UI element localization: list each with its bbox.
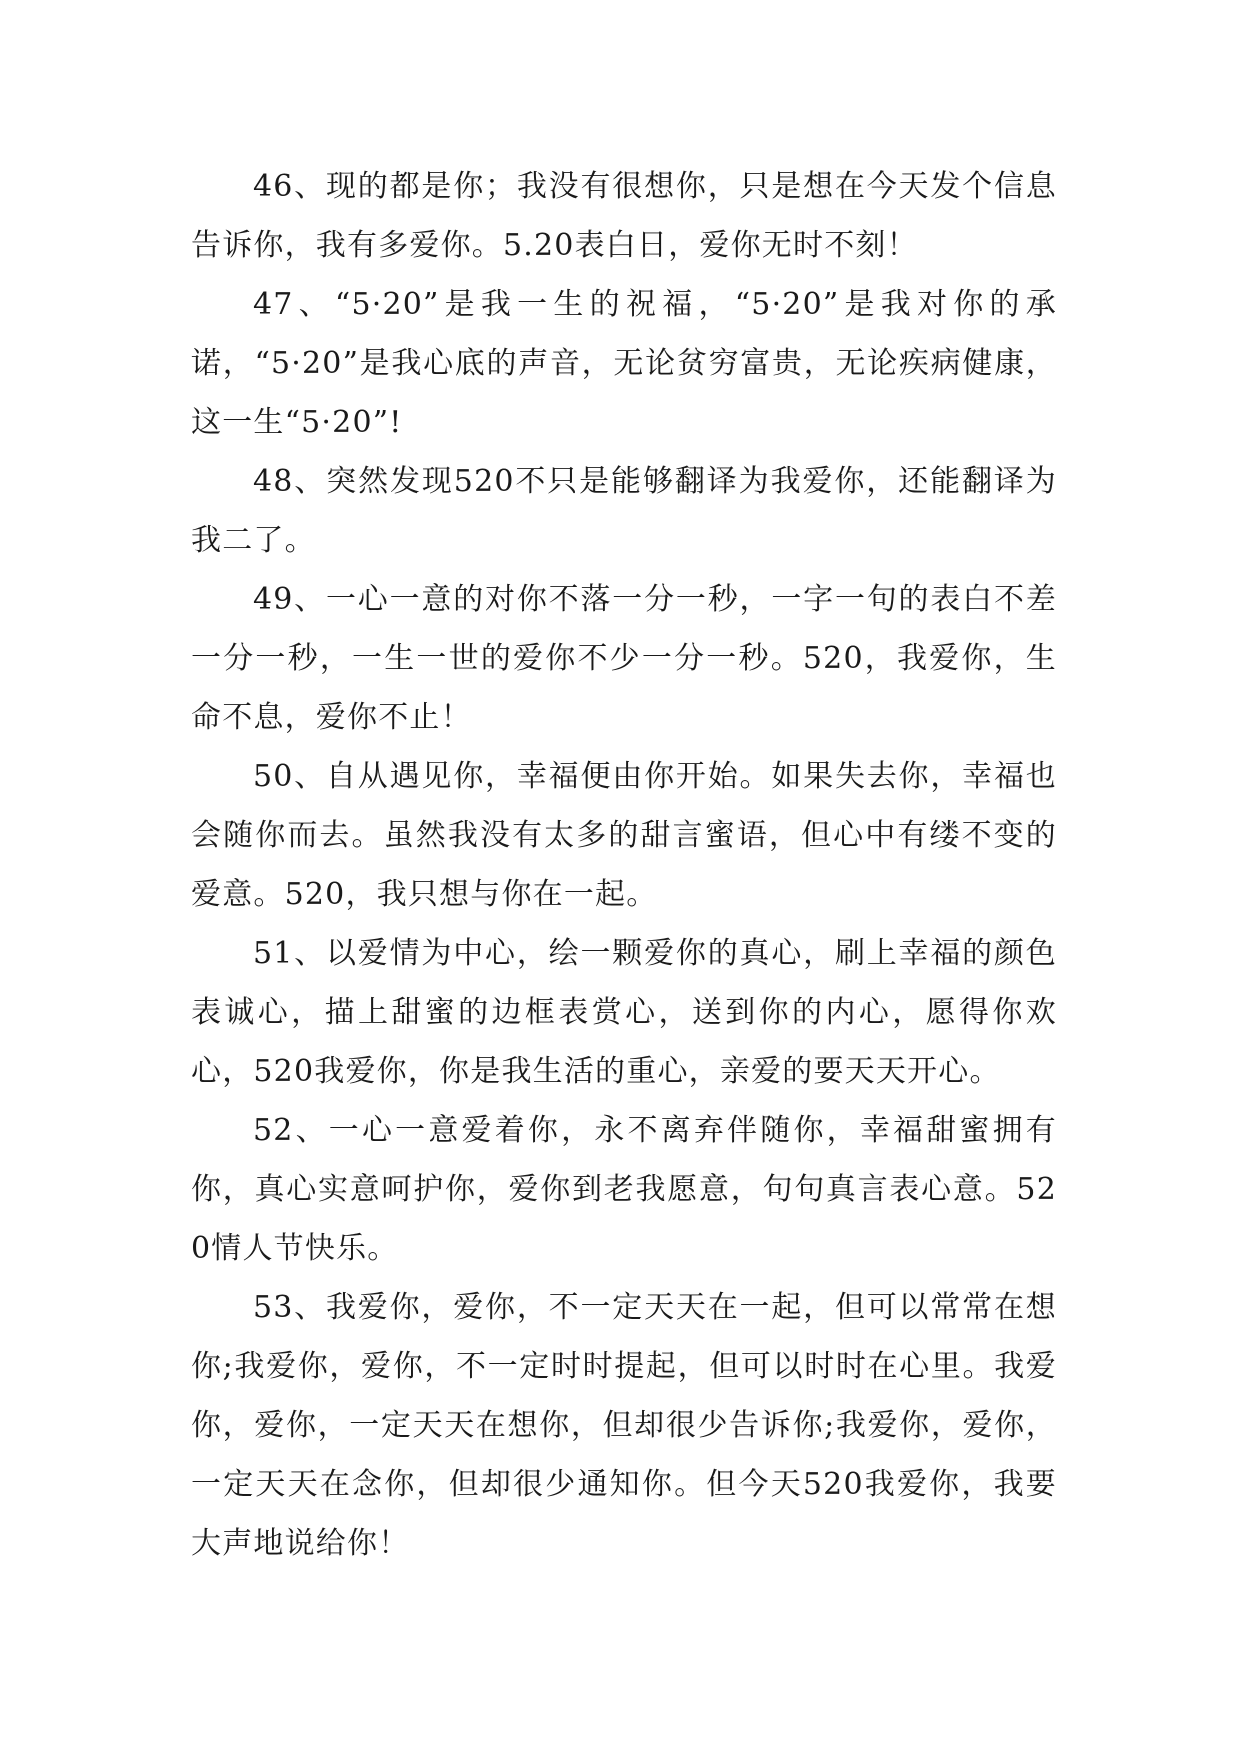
paragraph-46: 46、现的都是你；我没有很想你，只是想在今天发个信息告诉你，我有多爱你。5.20表白日，爱你无时不刻！ [191, 169, 1057, 263]
paragraph-53: 53、我爱你，爱你，不一定天天在一起，但可以常常在想你;我爱你，爱你，不一定时时提起，但可以时时在心里。我爱你，爱你，一定天天在想你，但却很少告诉你;我爱你，爱你，一定天天在念你，但却很少通知你。但今天520我爱你，我要大声地说给你！ [191, 1290, 1057, 1561]
paragraph-48: 48、突然发现520不只是能够翻译为我爱你，还能翻译为我二了。 [191, 464, 1057, 558]
paragraph-51: 51、以爱情为中心，绘一颗爱你的真心，刷上幸福的颜色表诚心，描上甜蜜的边框表赏心，送到你的内心，愿得你欢心，520我爱你，你是我生活的重心，亲爱的要天天开心。 [191, 936, 1057, 1089]
paragraph-49: 49、一心一意的对你不落一分一秒，一字一句的表白不差一分一秒，一生一世的爱你不少一分一秒。520，我爱你，生命不息，爱你不止！ [191, 582, 1057, 735]
paragraph-50: 50、自从遇见你，幸福便由你开始。如果失去你，幸福也会随你而去。虽然我没有太多的甜言蜜语，但心中有缕不变的爱意。520，我只想与你在一起。 [191, 759, 1057, 912]
paragraph-47: 47、“5·20”是我一生的祝福，“5·20”是我对你的承诺，“5·20”是我心底的声音，无论贫穷富贵，无论疾病健康，这一生“5·20”! [191, 287, 1057, 440]
paragraph-52: 52、一心一意爱着你，永不离弃伴随你，幸福甜蜜拥有你，真心实意呵护你，爱你到老我愿意，句句真言表心意。520情人节快乐。 [191, 1113, 1057, 1266]
document-body [191, 157, 1057, 1573]
